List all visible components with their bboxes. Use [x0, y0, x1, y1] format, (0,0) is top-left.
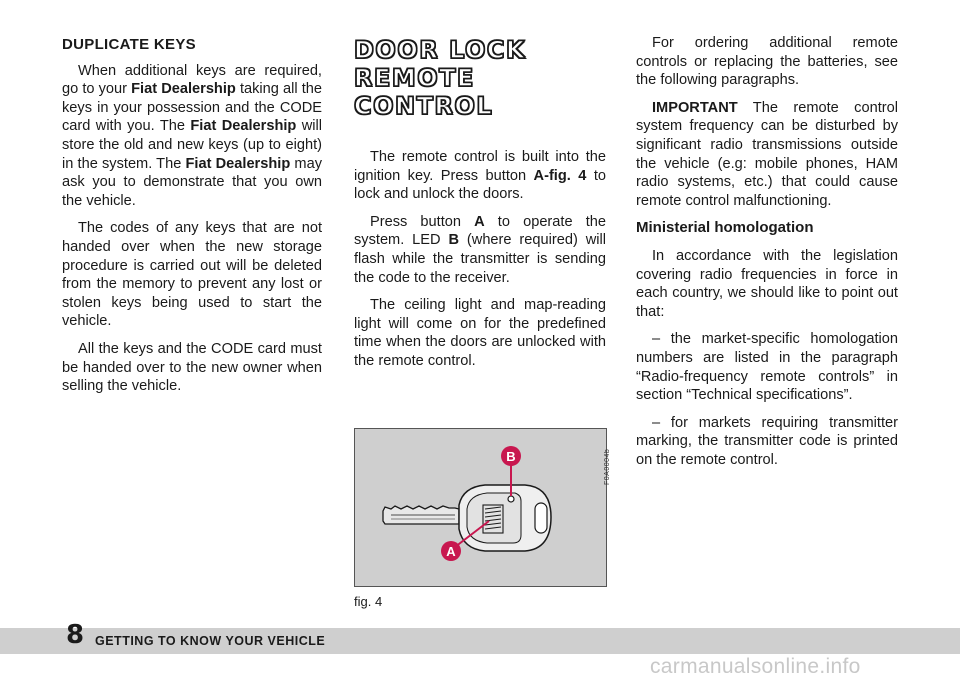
text-run: (where required) will flash while the transmitter is sending the code to the receiver.	[354, 232, 606, 286]
callout-label-a: A	[446, 544, 456, 559]
callout-label-b: B	[506, 449, 516, 464]
paragraph-important	[636, 99, 898, 211]
column-duplicate-keys	[62, 34, 322, 405]
paragraph-built-in	[354, 148, 606, 204]
text-run-bold: A-fig. 4	[533, 167, 587, 184]
column-ordering	[636, 34, 898, 478]
paragraph-selling: All the keys and the CODE card must be handed over to the new owner when selling the vehicle.	[62, 340, 322, 395]
running-head: GETTING TO KNOW YOUR VEHICLE	[95, 634, 326, 648]
title-line-1: DOOR LOCK	[354, 36, 527, 64]
section-heading-duplicate-keys: DUPLICATE KEYS	[62, 36, 196, 53]
text-run: The remote control system frequency can be disturbed by significant radio transmissions outside the vehicle (e.g: mobile phones, HAM radio systems, etc.) that could cause remote control malfunctioning.	[636, 99, 898, 209]
text-run: may ask you to demonstrate that you own the vehicle.	[62, 155, 322, 209]
text-run-bold: IMPORTANT	[652, 99, 738, 116]
led-b-icon	[508, 496, 514, 502]
text-run: The remote control is built into the ignition key. Press button	[354, 149, 606, 184]
paragraph-codes: The codes of any keys that are not handed over when the new storage procedure is carried out will be deleted from the memory to prevent any lost or stolen keys being used to start the vehicle.	[62, 220, 322, 330]
text-run-bold: B	[448, 232, 460, 249]
text-run: taking all the keys in your possession and the CODE card with you. The	[62, 81, 322, 135]
watermark: carmanualsonline.info	[650, 655, 861, 678]
key-illustration	[355, 429, 606, 586]
key-figure	[354, 428, 607, 587]
text-run: to lock and unlock the doors.	[354, 167, 606, 203]
text-run: will store the old and new keys (up to eight) in the system. The	[62, 118, 323, 172]
text-run: to operate the system. LED	[354, 213, 606, 249]
paragraph-homologation-numbers: – the market-specific homologation numbers are listed in the paragraph “Radio-frequency remote controls” in section “Technical specifications”.	[636, 331, 898, 404]
page-title	[354, 36, 606, 120]
page-number: 8	[66, 620, 85, 650]
column-remote-control	[354, 34, 606, 380]
title-line-2: REMOTE CONTROL	[354, 64, 494, 120]
figure-caption: fig. 4	[354, 594, 383, 609]
key-ring-slot	[535, 503, 547, 533]
text-run-bold: Fiat Dealership	[190, 118, 297, 135]
subheading-homologation: Ministerial homologation	[636, 219, 814, 237]
text-run: Press button	[370, 213, 475, 230]
paragraph-transmitter-marking: – for markets requiring transmitter marking, the transmitter code is printed on the remote control.	[636, 414, 898, 468]
text-run-bold: Fiat Dealership	[185, 155, 291, 172]
paragraph-press-button	[354, 213, 606, 287]
paragraph-ordering: For ordering additional remote controls or replacing the batteries, see the following paragraphs.	[636, 35, 898, 89]
text-run-bold: A	[474, 213, 485, 230]
paragraph-legislation: In accordance with the legislation covering radio frequencies in force in each country, we should like to point out that:	[636, 247, 898, 320]
paragraph-ceiling-light: The ceiling light and map-reading light will come on for the predefined time when the doors are unlocked with the remote control.	[354, 297, 606, 369]
paragraph-dealership	[62, 62, 322, 211]
text-run: When additional keys are required, go to your	[62, 62, 322, 98]
figure-code: F0A0004b	[604, 448, 611, 485]
text-run-bold: Fiat Dealership	[131, 81, 236, 98]
